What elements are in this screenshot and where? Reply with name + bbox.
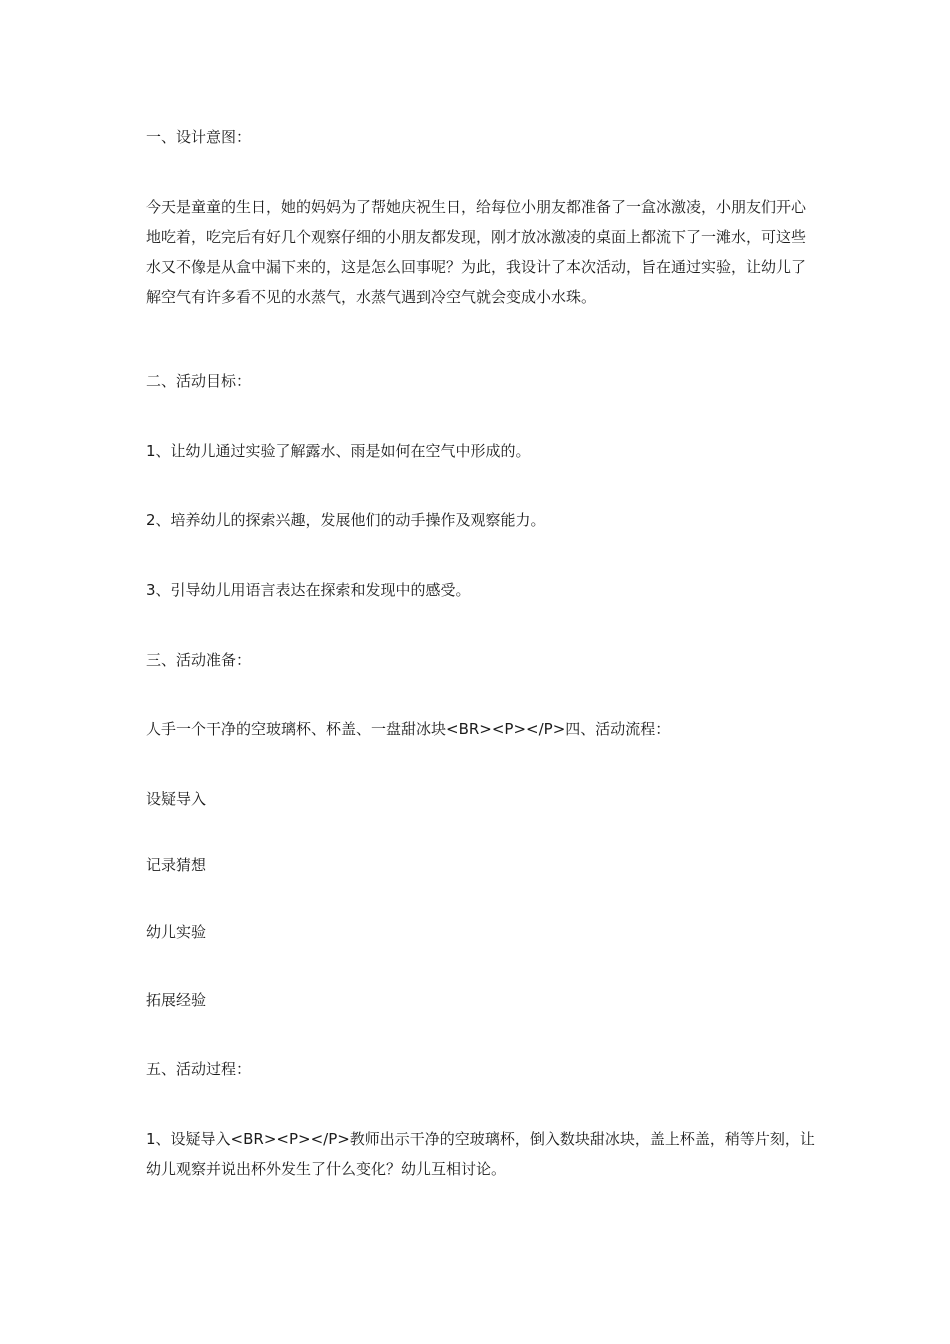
- flow-step-3: 幼儿实验: [146, 923, 207, 941]
- paragraph-preparation: 人手一个干净的空玻璃杯、杯盖、一盘甜冰块<BR><P></P>四、活动流程：: [146, 720, 671, 738]
- section-heading-goals: 二、活动目标：: [146, 372, 252, 390]
- section-heading-preparation: 三、活动准备：: [146, 651, 252, 669]
- flow-step-1: 设疑导入: [146, 790, 207, 808]
- paragraph-process-1: 1、设疑导入<BR><P></P>教师出示干净的空玻璃杯，倒入数块甜冰块，盖上杯盖，稍等片刻，让幼儿观察并说出杯外发生了什么变化？幼儿互相讨论。: [146, 1130, 815, 1178]
- flow-step-4: 拓展经验: [146, 991, 207, 1009]
- goal-item-1: 1、让幼儿通过实验了解露水、雨是如何在空气中形成的。: [146, 442, 531, 460]
- flow-step-2: 记录猜想: [146, 856, 207, 874]
- section-heading-design-intent: 一、设计意图：: [146, 128, 252, 146]
- goal-item-2: 2、培养幼儿的探索兴趣，发展他们的动手操作及观察能力。: [146, 511, 546, 529]
- section-heading-process: 五、活动过程：: [146, 1060, 252, 1078]
- goal-item-3: 3、引导幼儿用语言表达在探索和发现中的感受。: [146, 581, 471, 599]
- paragraph-design-intent: 今天是童童的生日，她的妈妈为了帮她庆祝生日，给每位小朋友都准备了一盒冰激凌，小朋友们开心地吃着，吃完后有好几个观察仔细的小朋友都发现，刚才放冰激凌的桌面上都流下了一滩水，可这些水又不像是从盒中漏下来的，这是怎么回事呢？为此，我设计了本次活动，旨在通过实验，让幼儿了解空气有许多看不见的水蒸气，水蒸气遇到冷空气就会变成小水珠。: [146, 198, 807, 306]
